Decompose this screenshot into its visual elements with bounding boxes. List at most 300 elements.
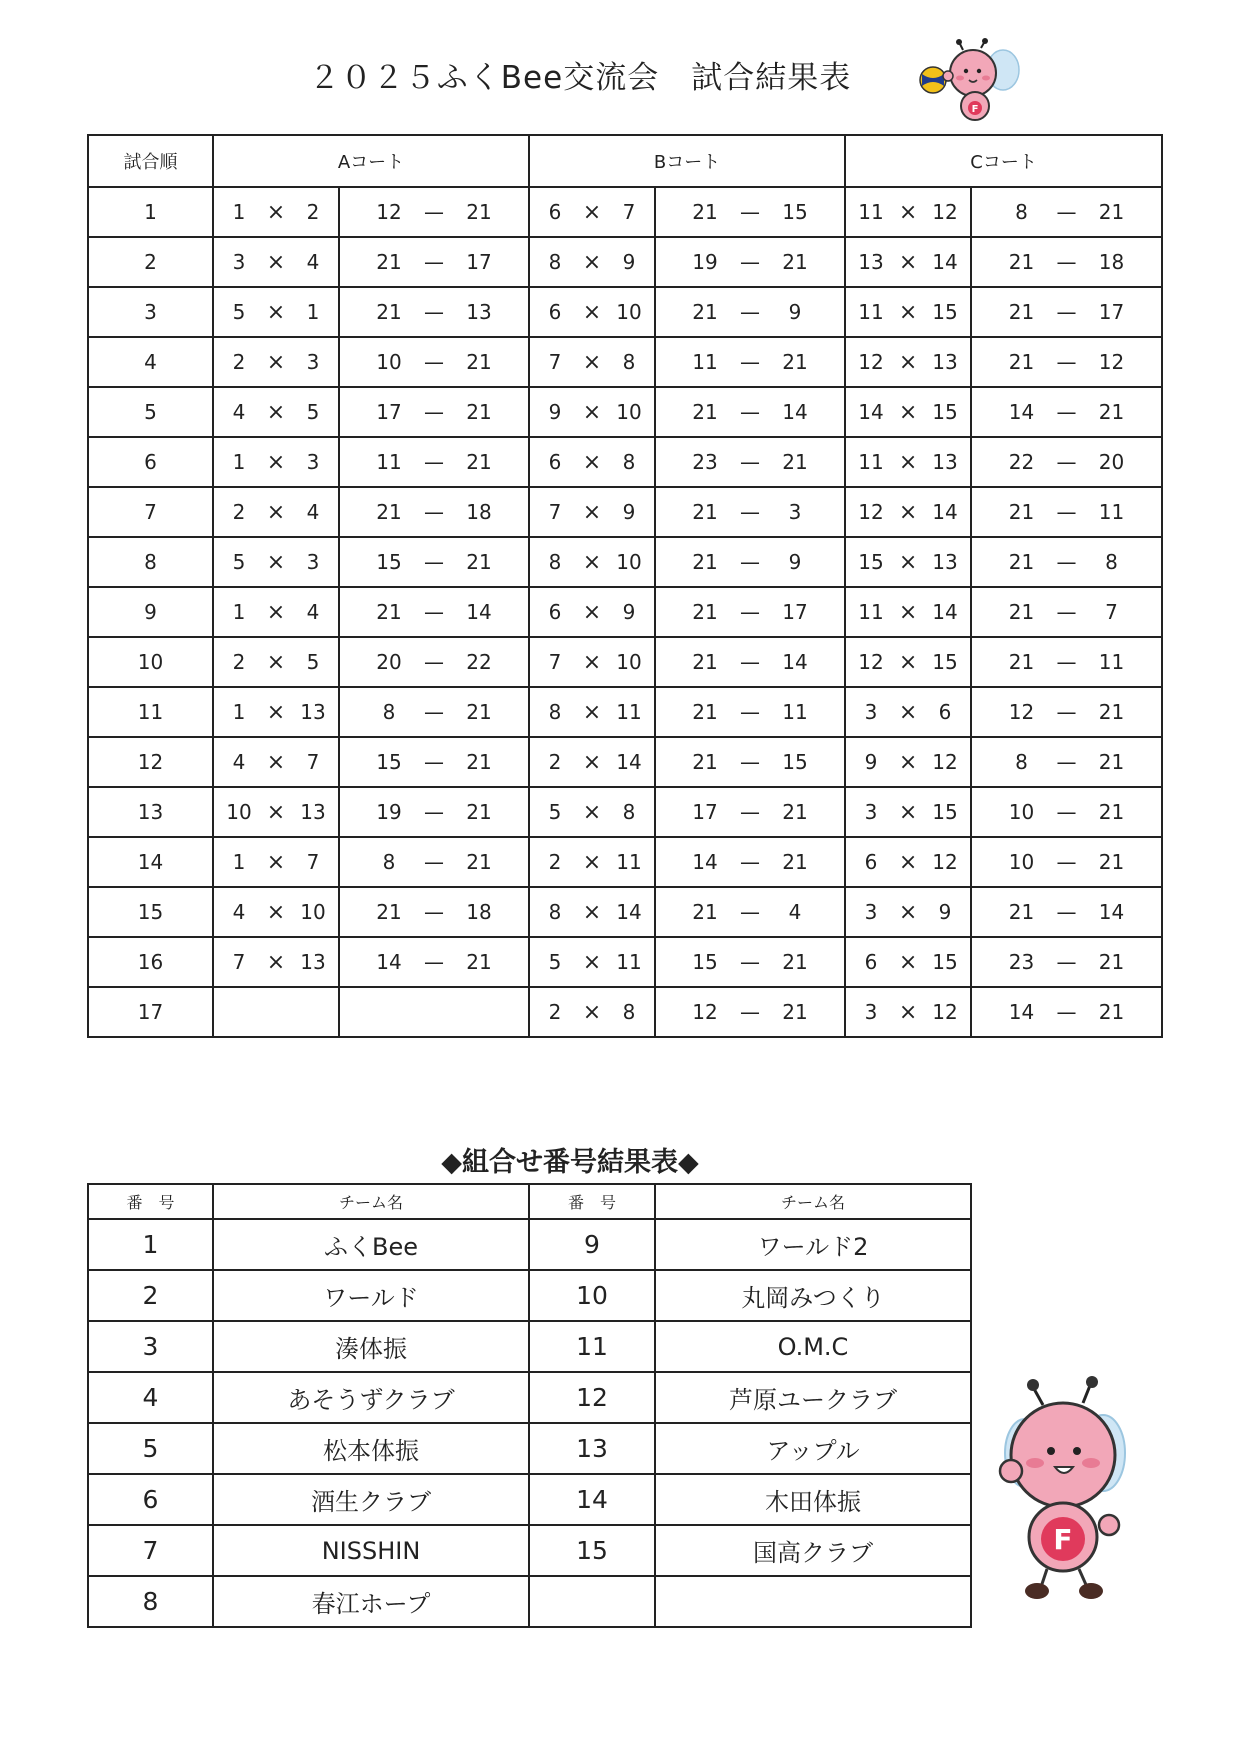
score-left: 21 (376, 250, 402, 274)
team-right-number: 4 (306, 250, 320, 274)
vs-mark: × (898, 899, 918, 925)
score-right: 13 (466, 300, 492, 324)
team-number: 13 (529, 1423, 655, 1474)
score-left: 12 (376, 200, 402, 224)
team-right-number: 13 (932, 550, 958, 574)
team-name: NISSHIN (213, 1525, 529, 1576)
score-left: 21 (692, 550, 718, 574)
team-right-number: 7 (306, 850, 320, 874)
score-left: 12 (692, 1000, 718, 1024)
match-row (88, 937, 1162, 987)
team-left-number: 1 (232, 600, 246, 624)
court-b-score (655, 587, 845, 637)
score-right: 21 (1098, 750, 1125, 774)
vs-mark: × (266, 649, 286, 675)
court-c-pairing (845, 537, 971, 587)
court-b-score (655, 887, 845, 937)
team-number: 2 (88, 1270, 213, 1321)
team-left-number: 8 (548, 550, 562, 574)
court-b-score (655, 687, 845, 737)
team-right-number: 15 (932, 400, 958, 424)
match-order: 3 (88, 287, 213, 337)
team-right-number: 15 (932, 800, 958, 824)
score-dash: — (740, 650, 761, 674)
team-right-number: 12 (932, 850, 958, 874)
team-right-number: 9 (938, 900, 952, 924)
team-right-number: 8 (622, 1000, 636, 1024)
score-dash: — (424, 550, 444, 574)
vs-mark: × (582, 699, 602, 725)
team-right-number: 13 (300, 800, 326, 824)
team-row (88, 1219, 971, 1270)
court-c-pairing (845, 237, 971, 287)
match-order: 6 (88, 437, 213, 487)
score-left: 11 (692, 350, 718, 374)
team-right-number: 9 (622, 500, 636, 524)
match-row (88, 287, 1162, 337)
score-right: 17 (782, 600, 808, 624)
score-dash: — (1056, 800, 1077, 824)
court-c-score (971, 837, 1162, 887)
score-right: 21 (466, 400, 492, 424)
match-order: 17 (88, 987, 213, 1037)
match-row (88, 787, 1162, 837)
court-b-pairing (529, 537, 655, 587)
team-left-number: 6 (548, 450, 562, 474)
team-right-number: 9 (622, 250, 636, 274)
court-b-pairing (529, 487, 655, 537)
team-right-number: 10 (616, 300, 642, 324)
score-left: 21 (1008, 650, 1035, 674)
court-b-score (655, 637, 845, 687)
page-title: ２０２５ふくBee交流会 試合結果表 (308, 60, 852, 96)
score-right: 21 (1098, 400, 1125, 424)
score-left: 21 (1008, 900, 1035, 924)
match-row (88, 387, 1162, 437)
score-right: 21 (1098, 700, 1125, 724)
score-dash: — (1056, 200, 1077, 224)
score-left: 8 (1015, 200, 1028, 224)
court-a-pairing (213, 237, 339, 287)
court-b-score (655, 437, 845, 487)
team-right-number: 5 (306, 400, 320, 424)
vs-mark: × (898, 499, 918, 525)
header-court-a: Aコート (213, 135, 529, 187)
team-left-number: 7 (548, 650, 562, 674)
score-dash: — (740, 250, 761, 274)
score-dash: — (1056, 600, 1077, 624)
team-left-number: 3 (864, 900, 878, 924)
court-a-score (339, 437, 529, 487)
team-row (88, 1423, 971, 1474)
court-b-pairing (529, 287, 655, 337)
team-name: 松本体振 (213, 1423, 529, 1474)
match-row (88, 987, 1162, 1037)
team-right-number: 13 (300, 700, 326, 724)
court-b-pairing (529, 437, 655, 487)
team-number: 8 (88, 1576, 213, 1627)
team-name (655, 1576, 971, 1627)
vs-mark: × (582, 649, 602, 675)
score-right: 21 (1098, 850, 1125, 874)
court-a-pairing (213, 737, 339, 787)
court-a-pairing (213, 837, 339, 887)
team-right-number: 12 (932, 1000, 958, 1024)
vs-mark: × (898, 249, 918, 275)
team-name: 酒生クラブ (213, 1474, 529, 1525)
match-order: 1 (88, 187, 213, 237)
match-row (88, 837, 1162, 887)
court-c-pairing (845, 337, 971, 387)
vs-mark: × (266, 449, 286, 475)
team-right-number: 3 (306, 550, 320, 574)
match-row (88, 637, 1162, 687)
court-a-score (339, 287, 529, 337)
vs-mark: × (582, 799, 602, 825)
court-c-pairing (845, 287, 971, 337)
badge-letter-large: F (1053, 1523, 1073, 1556)
score-right: 21 (466, 550, 492, 574)
score-dash: — (740, 550, 761, 574)
match-row (88, 487, 1162, 537)
score-dash: — (740, 600, 761, 624)
team-right-number: 3 (306, 450, 320, 474)
court-c-score (971, 737, 1162, 787)
vs-mark: × (266, 699, 286, 725)
team-right-number: 11 (616, 950, 642, 974)
team-right-number: 6 (938, 700, 952, 724)
team-left-number: 12 (858, 650, 884, 674)
team-row (88, 1321, 971, 1372)
team-left-number: 11 (858, 300, 884, 324)
score-right: 11 (1098, 500, 1125, 524)
score-left: 21 (376, 900, 402, 924)
match-row (88, 237, 1162, 287)
vs-mark: × (582, 199, 602, 225)
score-right: 21 (466, 350, 492, 374)
bee-mascot-large (995, 1375, 1135, 1605)
court-c-pairing (845, 837, 971, 887)
team-right-number: 10 (616, 400, 642, 424)
court-a-pairing (213, 487, 339, 537)
team-right-number: 14 (932, 250, 958, 274)
court-a-pairing (213, 437, 339, 487)
team-left-number: 12 (858, 350, 884, 374)
score-right: 21 (466, 950, 492, 974)
court-b-pairing (529, 887, 655, 937)
score-dash: — (740, 850, 761, 874)
score-right: 21 (1098, 950, 1125, 974)
header-number-2: 番 号 (529, 1184, 655, 1219)
score-dash: — (1056, 550, 1077, 574)
score-dash: — (1056, 650, 1077, 674)
score-right: 18 (1098, 250, 1125, 274)
header-court-b: Bコート (529, 135, 845, 187)
score-left: 19 (376, 800, 402, 824)
score-right: 15 (782, 750, 808, 774)
court-b-score (655, 387, 845, 437)
vs-mark: × (582, 299, 602, 325)
court-a-pairing (213, 537, 339, 587)
score-right: 21 (466, 450, 492, 474)
score-left: 14 (692, 850, 718, 874)
court-b-score (655, 487, 845, 537)
team-left-number: 1 (232, 850, 246, 874)
match-order: 8 (88, 537, 213, 587)
score-dash: — (1056, 850, 1077, 874)
team-name: O.M.C (655, 1321, 971, 1372)
score-right: 14 (782, 400, 808, 424)
court-b-score (655, 537, 845, 587)
score-right: 22 (466, 650, 492, 674)
team-number: 4 (88, 1372, 213, 1423)
match-row (88, 437, 1162, 487)
team-left-number: 5 (548, 950, 562, 974)
score-dash: — (424, 350, 444, 374)
team-name: 丸岡みつくり (655, 1270, 971, 1321)
score-left: 14 (376, 950, 402, 974)
team-number: 12 (529, 1372, 655, 1423)
team-left-number: 7 (548, 350, 562, 374)
match-row (88, 587, 1162, 637)
score-dash: — (424, 750, 444, 774)
score-left: 21 (692, 650, 718, 674)
score-right: 21 (782, 350, 808, 374)
team-right-number: 15 (932, 300, 958, 324)
score-dash: — (740, 400, 761, 424)
team-left-number: 2 (232, 350, 246, 374)
team-right-number: 12 (932, 750, 958, 774)
team-left-number: 2 (232, 650, 246, 674)
vs-mark: × (582, 599, 602, 625)
team-left-number: 3 (232, 250, 246, 274)
team-left-number: 5 (232, 300, 246, 324)
team-left-number: 5 (232, 550, 246, 574)
team-number-table (87, 1183, 972, 1628)
team-right-number: 13 (932, 450, 958, 474)
score-left: 11 (376, 450, 402, 474)
team-left-number: 7 (548, 500, 562, 524)
score-left: 8 (382, 700, 396, 724)
team-number: 1 (88, 1219, 213, 1270)
score-right: 15 (782, 200, 808, 224)
team-right-number: 10 (616, 550, 642, 574)
score-right: 21 (466, 700, 492, 724)
score-left: 21 (1008, 600, 1035, 624)
team-right-number: 14 (616, 750, 642, 774)
score-dash: — (1056, 500, 1077, 524)
court-b-score (655, 187, 845, 237)
score-dash: — (424, 700, 444, 724)
court-a-pairing (213, 187, 339, 237)
score-right: 14 (782, 650, 808, 674)
team-name: 国高クラブ (655, 1525, 971, 1576)
score-left: 20 (376, 650, 402, 674)
team-number: 7 (88, 1525, 213, 1576)
score-dash: — (424, 250, 444, 274)
court-a-score (339, 737, 529, 787)
vs-mark: × (266, 799, 286, 825)
score-left: 14 (1008, 400, 1035, 424)
team-right-number: 8 (622, 350, 636, 374)
vs-mark: × (898, 849, 918, 875)
court-a-pairing (213, 287, 339, 337)
court-c-score (971, 337, 1162, 387)
team-left-number: 8 (548, 700, 562, 724)
court-c-pairing (845, 987, 971, 1037)
team-left-number: 12 (858, 500, 884, 524)
score-dash: — (424, 650, 444, 674)
score-right: 21 (1098, 1000, 1125, 1024)
score-right: 21 (782, 1000, 808, 1024)
team-name: 芦原ユークラブ (655, 1372, 971, 1423)
vs-mark: × (582, 549, 602, 575)
match-row (88, 737, 1162, 787)
team-left-number: 6 (548, 300, 562, 324)
court-b-score (655, 737, 845, 787)
score-left: 21 (692, 600, 718, 624)
team-left-number: 7 (232, 950, 246, 974)
score-left: 21 (692, 500, 718, 524)
team-name: ワールド2 (655, 1219, 971, 1270)
team-right-number: 4 (306, 600, 320, 624)
team-right-number: 3 (306, 350, 320, 374)
team-right-number: 14 (932, 500, 958, 524)
court-c-score (971, 387, 1162, 437)
team-row (88, 1270, 971, 1321)
vs-mark: × (582, 449, 602, 475)
team-right-number: 13 (300, 950, 326, 974)
score-right: 11 (782, 700, 808, 724)
team-left-number: 4 (232, 900, 246, 924)
team-number: 15 (529, 1525, 655, 1576)
court-c-score (971, 887, 1162, 937)
team-right-number: 13 (932, 350, 958, 374)
court-a-pairing-empty (213, 987, 339, 1037)
score-left: 21 (376, 500, 402, 524)
team-left-number: 11 (858, 600, 884, 624)
vs-mark: × (582, 499, 602, 525)
match-order: 12 (88, 737, 213, 787)
team-right-number: 8 (622, 450, 636, 474)
court-a-score (339, 687, 529, 737)
score-left: 21 (692, 200, 718, 224)
score-right: 11 (1098, 650, 1125, 674)
court-a-pairing (213, 887, 339, 937)
team-row (88, 1576, 971, 1627)
match-order: 15 (88, 887, 213, 937)
court-c-score (971, 287, 1162, 337)
score-left: 15 (376, 550, 402, 574)
vs-mark: × (266, 899, 286, 925)
vs-mark: × (582, 399, 602, 425)
match-order: 10 (88, 637, 213, 687)
score-right: 21 (466, 800, 492, 824)
score-dash: — (740, 200, 761, 224)
score-right: 21 (782, 950, 808, 974)
court-a-pairing (213, 637, 339, 687)
team-left-number: 8 (548, 900, 562, 924)
vs-mark: × (898, 749, 918, 775)
court-a-score (339, 837, 529, 887)
court-b-pairing (529, 237, 655, 287)
bee-mascot-small (915, 38, 1030, 128)
court-c-score (971, 687, 1162, 737)
team-left-number: 9 (548, 400, 562, 424)
court-b-score (655, 287, 845, 337)
team-number: 5 (88, 1423, 213, 1474)
score-dash: — (740, 950, 761, 974)
header-order: 試合順 (88, 135, 213, 187)
team-name: ふくBee (213, 1219, 529, 1270)
court-b-pairing (529, 187, 655, 237)
score-left: 17 (376, 400, 402, 424)
court-c-score (971, 937, 1162, 987)
team-row (88, 1525, 971, 1576)
court-c-pairing (845, 937, 971, 987)
team-right-number: 14 (932, 600, 958, 624)
score-left: 21 (692, 400, 718, 424)
court-a-score (339, 787, 529, 837)
court-b-pairing (529, 987, 655, 1037)
team-left-number: 3 (864, 700, 878, 724)
vs-mark: × (266, 199, 286, 225)
results-header-row (88, 135, 1162, 187)
score-left: 8 (382, 850, 396, 874)
score-dash: — (424, 450, 444, 474)
team-right-number: 7 (622, 200, 636, 224)
team-right-number: 10 (616, 650, 642, 674)
team-left-number: 11 (858, 450, 884, 474)
score-right: 21 (782, 800, 808, 824)
court-b-pairing (529, 387, 655, 437)
court-a-pairing (213, 587, 339, 637)
vs-mark: × (898, 449, 918, 475)
score-right: 8 (1105, 550, 1118, 574)
court-b-score (655, 787, 845, 837)
score-dash: — (740, 750, 761, 774)
score-right: 3 (788, 500, 802, 524)
team-left-number: 1 (232, 700, 246, 724)
court-b-pairing (529, 687, 655, 737)
court-c-pairing (845, 687, 971, 737)
score-dash: — (1056, 1000, 1077, 1024)
vs-mark: × (898, 349, 918, 375)
score-left: 21 (376, 300, 402, 324)
team-left-number: 9 (864, 750, 878, 774)
team-left-number: 3 (864, 1000, 878, 1024)
vs-mark: × (898, 199, 918, 225)
team-left-number: 4 (232, 750, 246, 774)
team-name: 春江ホープ (213, 1576, 529, 1627)
court-a-score (339, 487, 529, 537)
team-right-number: 10 (300, 900, 326, 924)
score-dash: — (1056, 900, 1077, 924)
header-court-c: Cコート (845, 135, 1162, 187)
court-c-pairing (845, 387, 971, 437)
score-left: 21 (1008, 300, 1035, 324)
team-left-number: 2 (232, 500, 246, 524)
court-b-pairing (529, 937, 655, 987)
team-right-number: 7 (306, 750, 320, 774)
court-c-score (971, 187, 1162, 237)
score-right: 9 (788, 550, 802, 574)
team-left-number: 15 (858, 550, 884, 574)
match-order: 5 (88, 387, 213, 437)
score-left: 10 (1008, 850, 1035, 874)
court-b-score (655, 837, 845, 887)
score-dash: — (740, 500, 761, 524)
